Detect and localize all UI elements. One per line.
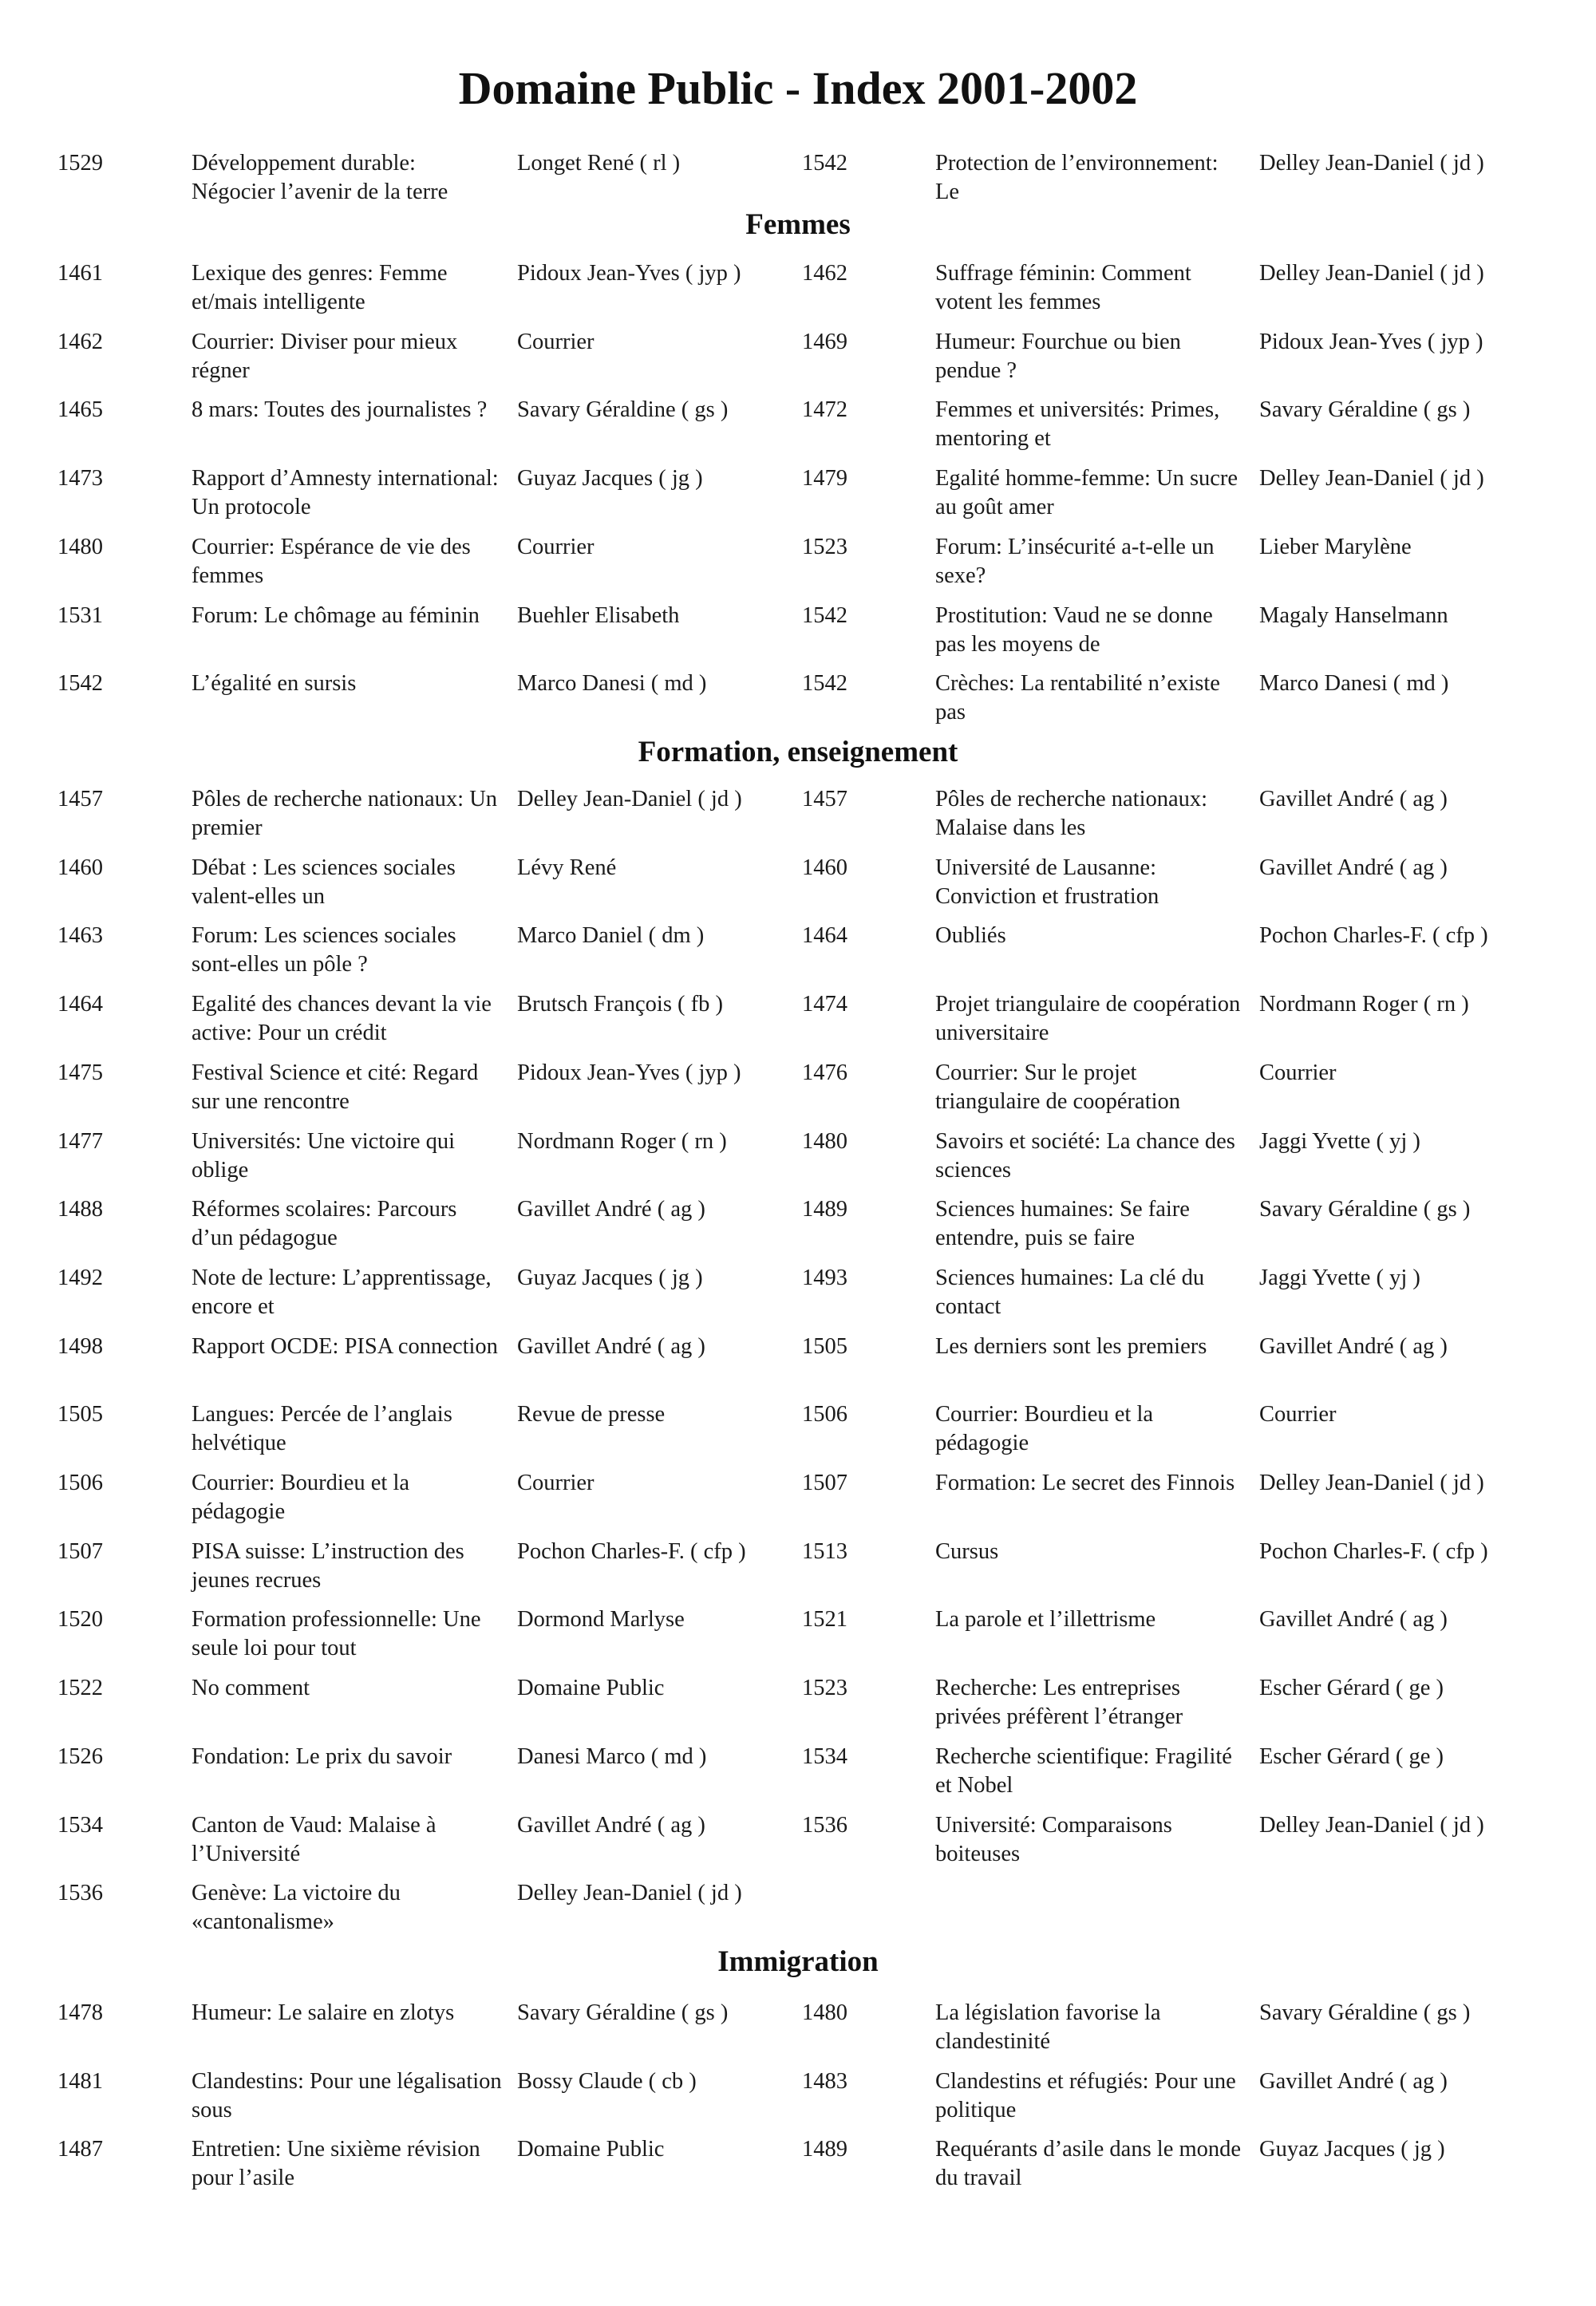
- article-title: Forum: L’insécurité a-t-elle un sexe?: [935, 535, 1215, 588]
- article-title: Université: Comparaisons boiteuses: [935, 1813, 1172, 1866]
- issue-number: 1489: [802, 2137, 847, 2162]
- article-title: Crèches: La rentabilité n’existe pas: [935, 671, 1220, 725]
- article-title: La législation favorise la clandestinité: [935, 2000, 1161, 2054]
- article-title: Cursus: [935, 1539, 999, 1564]
- issue-number: 1462: [802, 261, 847, 286]
- author: Jaggi Yvette ( yj ): [1259, 1266, 1420, 1290]
- article-title: Egalité homme-femme: Un sucre au goût amer: [935, 466, 1238, 519]
- article-title: Protection de l’environnement: Le: [935, 151, 1219, 204]
- index-row: [0, 533, 1596, 600]
- issue-number: 1474: [802, 992, 847, 1017]
- article-title: Rapport d’Amnesty international: Un protocole: [192, 466, 499, 519]
- author: Danesi Marco ( md ): [517, 1744, 707, 1769]
- issue-number: 1478: [57, 2000, 103, 2025]
- index-row: [0, 922, 1596, 989]
- issue-number: 1534: [802, 1744, 847, 1769]
- author: Savary Géraldine ( gs ): [1259, 1197, 1471, 1222]
- index-row: [0, 1264, 1596, 1331]
- author: Gavillet André ( ag ): [517, 1334, 705, 1359]
- issue-number: 1477: [57, 1129, 103, 1154]
- author: Pidoux Jean-Yves ( jyp ): [517, 261, 741, 286]
- article-title: Oubliés: [935, 923, 1006, 948]
- author: Gavillet André ( ag ): [517, 1813, 705, 1838]
- issue-number: 1457: [802, 787, 847, 811]
- index-row: [0, 1400, 1596, 1467]
- author: Nordmann Roger ( rn ): [517, 1129, 727, 1154]
- article-title: Universités: Une victoire qui oblige: [192, 1129, 456, 1183]
- author: Delley Jean-Daniel ( jd ): [517, 1881, 742, 1905]
- issue-number: 1469: [802, 330, 847, 354]
- article-title: Prostitution: Vaud ne se donne pas les moyens de: [935, 603, 1213, 657]
- author: Pochon Charles-F. ( cfp ): [1259, 923, 1488, 948]
- article-title: Entretien: Une sixième révision pour l’asile: [192, 2137, 480, 2190]
- author: Savary Géraldine ( gs ): [1259, 2000, 1471, 2025]
- issue-number: 1526: [57, 1744, 103, 1769]
- issue-number: 1465: [57, 397, 103, 422]
- article-title: Requérants d’asile dans le monde du travail: [935, 2137, 1242, 2190]
- issue-number: 1457: [57, 787, 103, 811]
- issue-number: 1522: [57, 1676, 103, 1700]
- issue-number: 1521: [802, 1607, 847, 1632]
- index-row: [0, 669, 1596, 736]
- author: Guyaz Jacques ( jg ): [517, 1266, 703, 1290]
- author: Lévy René: [517, 855, 617, 880]
- issue-number: 1463: [57, 923, 103, 948]
- article-title: Suffrage féminin: Comment votent les femmes: [935, 261, 1191, 314]
- issue-number: 1464: [802, 923, 847, 948]
- index-row: [0, 464, 1596, 531]
- issue-number: 1531: [57, 603, 103, 628]
- article-title: Courrier: Bourdieu et la pédagogie: [935, 1402, 1154, 1455]
- section-heading: Formation, enseignement: [638, 736, 958, 768]
- article-title: Recherche: Les entreprises privées préfèrent l’étranger: [935, 1676, 1183, 1729]
- issue-number: 1461: [57, 261, 103, 286]
- issue-number: 1513: [802, 1539, 847, 1564]
- article-title: Langues: Percée de l’anglais helvétique: [192, 1402, 452, 1455]
- index-row: [0, 1743, 1596, 1810]
- index-row: [0, 1999, 1596, 2066]
- index-row: [0, 854, 1596, 921]
- author: Guyaz Jacques ( jg ): [517, 466, 703, 491]
- index-row: [0, 1879, 1596, 1946]
- index-row: [0, 2067, 1596, 2134]
- author: Delley Jean-Daniel ( jd ): [1259, 1813, 1484, 1838]
- article-title: Formation professionnelle: Une seule loi pour tout: [192, 1607, 481, 1660]
- issue-number: 1536: [802, 1813, 847, 1838]
- author: Delley Jean-Daniel ( jd ): [517, 787, 742, 811]
- issue-number: 1480: [802, 2000, 847, 2025]
- article-title: Courrier: Espérance de vie des femmes: [192, 535, 471, 588]
- issue-number: 1493: [802, 1266, 847, 1290]
- issue-number: 1460: [57, 855, 103, 880]
- author: Delley Jean-Daniel ( jd ): [1259, 261, 1484, 286]
- article-title: 8 mars: Toutes des journalistes ?: [192, 397, 488, 422]
- article-title: Rapport OCDE: PISA connection: [192, 1334, 498, 1359]
- author: Pidoux Jean-Yves ( jyp ): [517, 1060, 741, 1085]
- article-title: Humeur: Fourchue ou bien pendue ?: [935, 330, 1181, 383]
- index-row: [0, 1195, 1596, 1262]
- article-title: L’égalité en sursis: [192, 671, 357, 696]
- issue-number: 1460: [802, 855, 847, 880]
- issue-number: 1475: [57, 1060, 103, 1085]
- article-title: Sciences humaines: La clé du contact: [935, 1266, 1205, 1319]
- author: Gavillet André ( ag ): [1259, 1607, 1448, 1632]
- issue-number: 1536: [57, 1881, 103, 1905]
- index-row: [0, 328, 1596, 395]
- article-title: Forum: Les sciences sociales sont-elles un pôle ?: [192, 923, 456, 977]
- article-title: Clandestins et réfugiés: Pour une politique: [935, 2069, 1236, 2122]
- author: Savary Géraldine ( gs ): [517, 2000, 729, 2025]
- author: Escher Gérard ( ge ): [1259, 1676, 1444, 1700]
- issue-number: 1529: [57, 151, 103, 176]
- article-title: Courrier: Sur le projet triangulaire de coopération: [935, 1060, 1181, 1114]
- article-title: Débat : Les sciences sociales valent-elles un: [192, 855, 456, 909]
- author: Pidoux Jean-Yves ( jyp ): [1259, 330, 1483, 354]
- issue-number: 1473: [57, 466, 103, 491]
- author: Gavillet André ( ag ): [1259, 2069, 1448, 2094]
- author: Delley Jean-Daniel ( jd ): [1259, 151, 1484, 176]
- issue-number: 1542: [802, 603, 847, 628]
- article-title: No comment: [192, 1676, 310, 1700]
- issue-number: 1481: [57, 2069, 103, 2094]
- author: Guyaz Jacques ( jg ): [1259, 2137, 1445, 2162]
- author: Buehler Elisabeth: [517, 603, 680, 628]
- issue-number: 1476: [802, 1060, 847, 1085]
- issue-number: 1498: [57, 1334, 103, 1359]
- index-row: [0, 259, 1596, 326]
- article-title: Projet triangulaire de coopération universitaire: [935, 992, 1241, 1045]
- article-title: Développement durable: Négocier l’avenir de la terre: [192, 151, 448, 204]
- article-title: Courrier: Diviser pour mieux régner: [192, 330, 458, 383]
- issue-number: 1472: [802, 397, 847, 422]
- author: Escher Gérard ( ge ): [1259, 1744, 1444, 1769]
- issue-number: 1505: [57, 1402, 103, 1427]
- index-row: [0, 396, 1596, 463]
- article-title: Université de Lausanne: Conviction et frustration: [935, 855, 1159, 909]
- article-title: Egalité des chances devant la vie active: Pour un crédit: [192, 992, 492, 1045]
- author: Marco Daniel ( dm ): [517, 923, 705, 948]
- issue-number: 1507: [802, 1471, 847, 1495]
- issue-number: 1462: [57, 330, 103, 354]
- issue-number: 1488: [57, 1197, 103, 1222]
- index-row: [0, 149, 1596, 216]
- issue-number: 1507: [57, 1539, 103, 1564]
- issue-number: 1542: [802, 671, 847, 696]
- author: Domaine Public: [517, 2137, 665, 2162]
- article-title: Canton de Vaud: Malaise à l’Université: [192, 1813, 437, 1866]
- article-title: Humeur: Le salaire en zlotys: [192, 2000, 455, 2025]
- author: Nordmann Roger ( rn ): [1259, 992, 1469, 1017]
- article-title: Sciences humaines: Se faire entendre, puis se faire: [935, 1197, 1190, 1250]
- author: Courrier: [517, 330, 595, 354]
- issue-number: 1542: [57, 671, 103, 696]
- issue-number: 1506: [57, 1471, 103, 1495]
- article-title: Genève: La victoire du «cantonalisme»: [192, 1881, 401, 1934]
- author: Dormond Marlyse: [517, 1607, 685, 1632]
- issue-number: 1487: [57, 2137, 103, 2162]
- author: Delley Jean-Daniel ( jd ): [1259, 466, 1484, 491]
- article-title: Forum: Le chômage au féminin: [192, 603, 480, 628]
- article-title: Réformes scolaires: Parcours d’un pédagogue: [192, 1197, 457, 1250]
- issue-number: 1480: [57, 535, 103, 559]
- issue-number: 1505: [802, 1334, 847, 1359]
- article-title: Pôles de recherche nationaux: Malaise dans les: [935, 787, 1208, 840]
- author: Savary Géraldine ( gs ): [517, 397, 729, 422]
- article-title: Recherche scientifique: Fragilité et Nobel: [935, 1744, 1232, 1798]
- index-row: [0, 602, 1596, 669]
- section-heading: Immigration: [717, 1945, 879, 1978]
- author: Marco Danesi ( md ): [1259, 671, 1449, 696]
- author: Courrier: [517, 535, 595, 559]
- author: Revue de presse: [517, 1402, 666, 1427]
- author: Magaly Hanselmann: [1259, 603, 1448, 628]
- author: Delley Jean-Daniel ( jd ): [1259, 1471, 1484, 1495]
- article-title: Festival Science et cité: Regard sur une rencontre: [192, 1060, 479, 1114]
- author: Gavillet André ( ag ): [1259, 787, 1448, 811]
- article-title: Courrier: Bourdieu et la pédagogie: [192, 1471, 410, 1524]
- article-title: La parole et l’illettrisme: [935, 1607, 1156, 1632]
- issue-number: 1480: [802, 1129, 847, 1154]
- author: Bossy Claude ( cb ): [517, 2069, 697, 2094]
- author: Pochon Charles-F. ( cfp ): [1259, 1539, 1488, 1564]
- index-row: [0, 1605, 1596, 1672]
- index-row: [0, 1127, 1596, 1194]
- author: Gavillet André ( ag ): [1259, 1334, 1448, 1359]
- article-title: Savoirs et société: La chance des sciences: [935, 1129, 1235, 1183]
- article-title: Fondation: Le prix du savoir: [192, 1744, 452, 1769]
- author: Brutsch François ( fb ): [517, 992, 724, 1017]
- article-title: Formation: Le secret des Finnois: [935, 1471, 1235, 1495]
- index-row: [0, 1811, 1596, 1878]
- index-row: [0, 1333, 1596, 1400]
- issue-number: 1523: [802, 535, 847, 559]
- author: Courrier: [517, 1471, 595, 1495]
- index-row: [0, 1674, 1596, 1741]
- author: Marco Danesi ( md ): [517, 671, 707, 696]
- author: Longet René ( rl ): [517, 151, 681, 176]
- index-row: [0, 1469, 1596, 1536]
- issue-number: 1492: [57, 1266, 103, 1290]
- issue-number: 1506: [802, 1402, 847, 1427]
- issue-number: 1534: [57, 1813, 103, 1838]
- author: Courrier: [1259, 1060, 1337, 1085]
- author: Gavillet André ( ag ): [517, 1197, 705, 1222]
- issue-number: 1489: [802, 1197, 847, 1222]
- index-row: [0, 2135, 1596, 2202]
- index-row: [0, 1059, 1596, 1126]
- article-title: Note de lecture: L’apprentissage, encore et: [192, 1266, 492, 1319]
- page-title: Domaine Public - Index 2001-2002: [458, 62, 1138, 114]
- issue-number: 1523: [802, 1676, 847, 1700]
- index-row: [0, 1538, 1596, 1605]
- author: Courrier: [1259, 1402, 1337, 1427]
- issue-number: 1520: [57, 1607, 103, 1632]
- article-title: Clandestins: Pour une légalisation sous: [192, 2069, 502, 2122]
- article-title: Lexique des genres: Femme et/mais intelligente: [192, 261, 448, 314]
- author: Pochon Charles-F. ( cfp ): [517, 1539, 746, 1564]
- article-title: PISA suisse: L’instruction des jeunes recrues: [192, 1539, 464, 1593]
- index-row: [0, 990, 1596, 1057]
- author: Lieber Marylène: [1259, 535, 1412, 559]
- author: Jaggi Yvette ( yj ): [1259, 1129, 1420, 1154]
- section-heading: Femmes: [745, 208, 851, 241]
- article-title: Pôles de recherche nationaux: Un premier: [192, 787, 498, 840]
- article-title: Les derniers sont les premiers: [935, 1334, 1207, 1359]
- author: Domaine Public: [517, 1676, 665, 1700]
- issue-number: 1464: [57, 992, 103, 1017]
- index-row: [0, 785, 1596, 852]
- author: Gavillet André ( ag ): [1259, 855, 1448, 880]
- author: Savary Géraldine ( gs ): [1259, 397, 1471, 422]
- issue-number: 1479: [802, 466, 847, 491]
- article-title: Femmes et universités: Primes, mentoring et: [935, 397, 1220, 451]
- issue-number: 1542: [802, 151, 847, 176]
- issue-number: 1483: [802, 2069, 847, 2094]
